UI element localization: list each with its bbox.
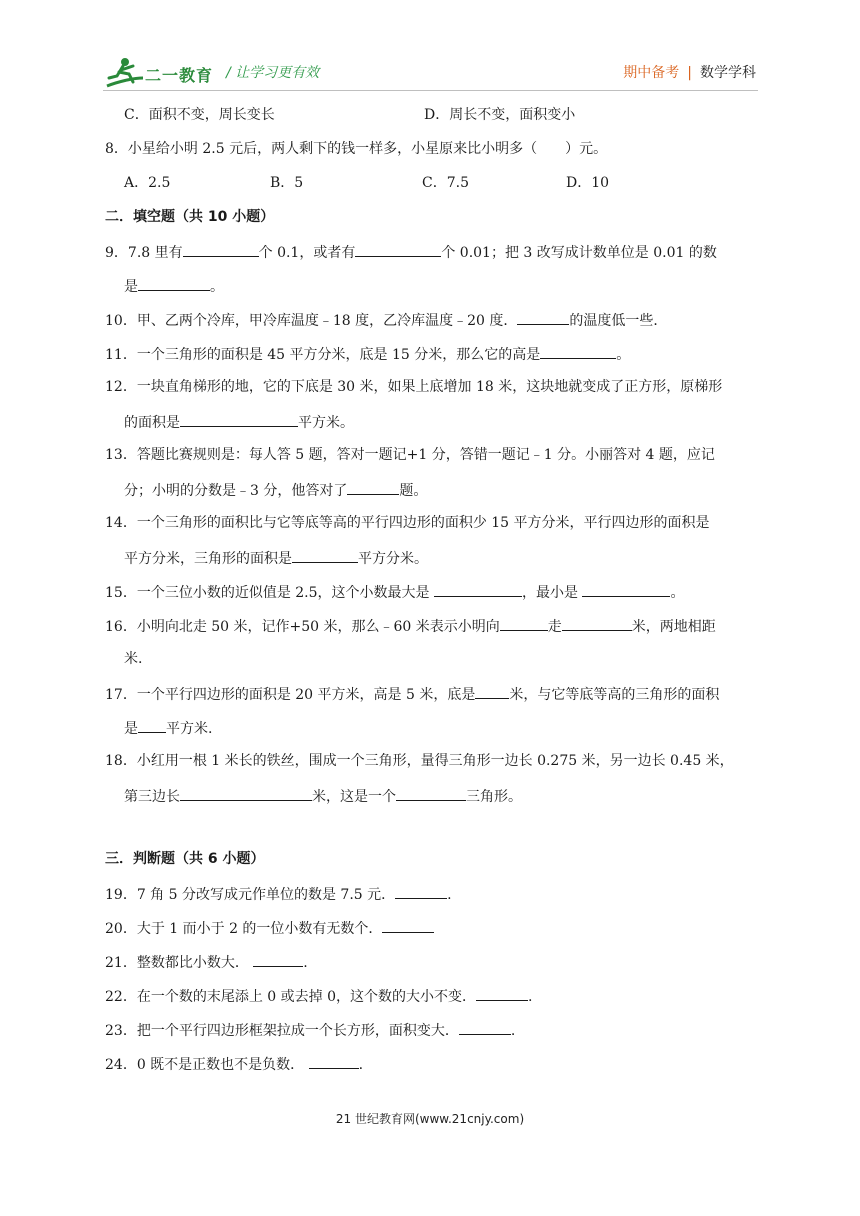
q7-option-d: D．周长不变，面积变小 — [424, 107, 576, 123]
q16-text-3: 米，两地相距 — [631, 619, 716, 635]
q15-text-1: 15．一个三位小数的近似值是 2.5，这个小数最大是 — [105, 585, 430, 601]
q24-text-1: 24．0 既不是正数也不是负数． — [105, 1057, 305, 1073]
q18-blank-1[interactable] — [180, 784, 312, 801]
q11-text-1: 11．一个三角形的面积是 45 平方分米，底是 15 分米，那么它的高是 — [105, 347, 541, 363]
q22-blank-1[interactable] — [476, 984, 528, 1001]
question-17-cont — [124, 716, 212, 740]
header-tags — [623, 62, 756, 82]
header-divider — [103, 90, 758, 91]
question-13-cont — [124, 478, 427, 502]
q22-text-2: . — [527, 989, 533, 1005]
q14-blank-1[interactable] — [292, 546, 358, 563]
q16-text-2: 走 — [547, 619, 562, 635]
subject-tag: 数学学科 — [700, 65, 756, 81]
q21-blank-1[interactable] — [253, 950, 303, 967]
q18-text-2: 第三边长 — [124, 789, 180, 805]
q19-text-2: . — [447, 887, 452, 903]
question-9 — [105, 240, 717, 264]
q11-text-2: 。 — [616, 347, 631, 363]
q9-text-5: 。 — [210, 279, 224, 295]
question-16 — [105, 614, 716, 638]
question-19 — [105, 882, 452, 906]
q15-text-2: ，最小是 — [521, 585, 578, 601]
question-9-cont — [124, 274, 224, 298]
question-13: 13．答题比赛规则是：每人答 5 题，答对一题记+1 分，答错一题记﹣1 分。小丽答对 4 题，应记 — [105, 447, 715, 463]
section-3-title: 三．判断题（共 6 小题） — [105, 851, 265, 867]
question-18-cont — [124, 784, 522, 808]
question-11 — [105, 342, 630, 366]
q23-text-1: 23．把一个平行四边形框架拉成一个长方形，面积变大． — [105, 1023, 459, 1039]
q9-text-3: 个 0.01；把 3 改写成计数单位是 0.01 的数 — [441, 245, 717, 261]
exam-tag: 期中备考 — [623, 65, 680, 81]
q8-option-b: B．5 — [270, 175, 304, 191]
q18-text-3: 米，这是一个 — [312, 789, 396, 805]
question-17 — [105, 682, 719, 706]
q21-text-1: 21．整数都比小数大． — [105, 955, 249, 971]
question-24 — [105, 1052, 363, 1076]
q10-blank-1[interactable] — [517, 308, 569, 325]
q15-blank-2[interactable] — [582, 580, 670, 597]
q9-text-4: 是 — [124, 279, 138, 295]
q14-text-2: 平方分米，三角形的面积是 — [124, 551, 292, 567]
q7-option-c: C．面积不变，周长变长 — [124, 107, 275, 123]
q24-text-2: . — [358, 1057, 364, 1073]
q21-text-2: . — [303, 955, 308, 971]
question-12-cont — [124, 410, 354, 434]
q23-text-2: . — [510, 1023, 516, 1039]
question-10 — [105, 308, 667, 332]
q9-blank-3[interactable] — [138, 274, 210, 291]
q17-text-3: 是 — [124, 721, 138, 737]
section-2-title: 二．填空题（共 10 小题） — [105, 209, 275, 225]
question-12: 12．一块直角梯形的地，它的下底是 30 米，如果上底增加 18 米，这块地就变成了正方形，原梯形 — [105, 379, 723, 395]
q15-blank-1[interactable] — [434, 580, 522, 597]
q22-text-1: 22．在一个数的末尾添上 0 或去掉 0，这个数的大小不变． — [105, 989, 476, 1005]
q12-text-3: 平方米。 — [298, 415, 354, 431]
q9-blank-2[interactable] — [355, 240, 441, 257]
header-separator: | — [687, 65, 692, 81]
page-footer: 21 世纪教育网(www.21cnjy.com) — [335, 1112, 525, 1126]
q16-blank-1[interactable] — [500, 614, 548, 631]
q24-blank-1[interactable] — [309, 1052, 359, 1069]
question-22 — [105, 984, 532, 1008]
q8-option-a: A．2.5 — [124, 175, 171, 191]
q17-text-2: 米，与它等底等高的三角形的面积 — [509, 687, 720, 703]
q8-option-d: D．10 — [566, 175, 610, 191]
q19-blank-1[interactable] — [395, 882, 447, 899]
q19-text-1: 19．7 角 5 分改写成元作单位的数是 7.5 元． — [105, 887, 396, 903]
question-14-cont — [124, 546, 428, 570]
q8-stem: 8．小星给小明 2.5 元后，两人剩下的钱一样多，小星原来比小明多（ ）元。 — [105, 141, 608, 157]
q14-text-3: 平方分米。 — [358, 551, 428, 567]
q15-text-3: 。 — [670, 585, 685, 601]
q18-blank-2[interactable] — [396, 784, 466, 801]
q16-text-1: 16．小明向北走 50 米，记作+50 米，那么﹣60 米表示小明向 — [105, 619, 500, 635]
q17-text-1: 17．一个平行四边形的面积是 20 平方米，高是 5 米，底是 — [105, 687, 476, 703]
q16-blank-2[interactable] — [562, 614, 632, 631]
question-14: 14．一个三角形的面积比与它等底等高的平行四边形的面积少 15 平方分米，平行四边形的面积是 — [105, 515, 710, 531]
q10-text-1: 10．甲、乙两个冷库，甲冷库温度﹣18 度，乙冷库温度﹣20 度． — [105, 313, 518, 329]
q13-blank-1[interactable] — [347, 478, 399, 495]
question-18: 18．小红用一根 1 米长的铁丝，围成一个三角形，量得三角形一边长 0.275 米，另一边长 0.45 米， — [105, 753, 734, 769]
q17-blank-2[interactable] — [138, 716, 166, 733]
slogan: / 让学习更有效 — [226, 65, 320, 81]
question-21 — [105, 950, 308, 974]
question-20 — [105, 916, 434, 940]
question-23 — [105, 1018, 515, 1042]
q17-blank-1[interactable] — [475, 682, 509, 699]
q18-text-4: 三角形。 — [466, 789, 522, 805]
question-15 — [105, 580, 684, 604]
page-header — [0, 0, 860, 96]
q12-blank-1[interactable] — [180, 410, 298, 427]
q13-text-2: 分；小明的分数是﹣3 分，他答对了 — [124, 483, 348, 499]
q9-text-2: 个 0.1，或者有 — [258, 245, 356, 261]
q8-option-c: C．7.5 — [422, 175, 469, 191]
q9-blank-1[interactable] — [183, 240, 259, 257]
q23-blank-1[interactable] — [459, 1018, 511, 1035]
q12-text-2: 的面积是 — [124, 415, 180, 431]
logo-text: 二一教育 — [145, 66, 214, 85]
q9-text-1: 9．7.8 里有 — [105, 245, 183, 261]
q13-text-3: 题。 — [399, 483, 428, 499]
q17-text-4: 平方米. — [166, 721, 213, 737]
q10-text-2: 的温度低一些． — [569, 313, 668, 329]
q20-text-1: 20．大于 1 而小于 2 的一位小数有无数个． — [105, 921, 383, 937]
q20-blank-1[interactable] — [382, 916, 434, 933]
question-16-cont: 米. — [124, 651, 143, 667]
q11-blank-1[interactable] — [540, 342, 616, 359]
